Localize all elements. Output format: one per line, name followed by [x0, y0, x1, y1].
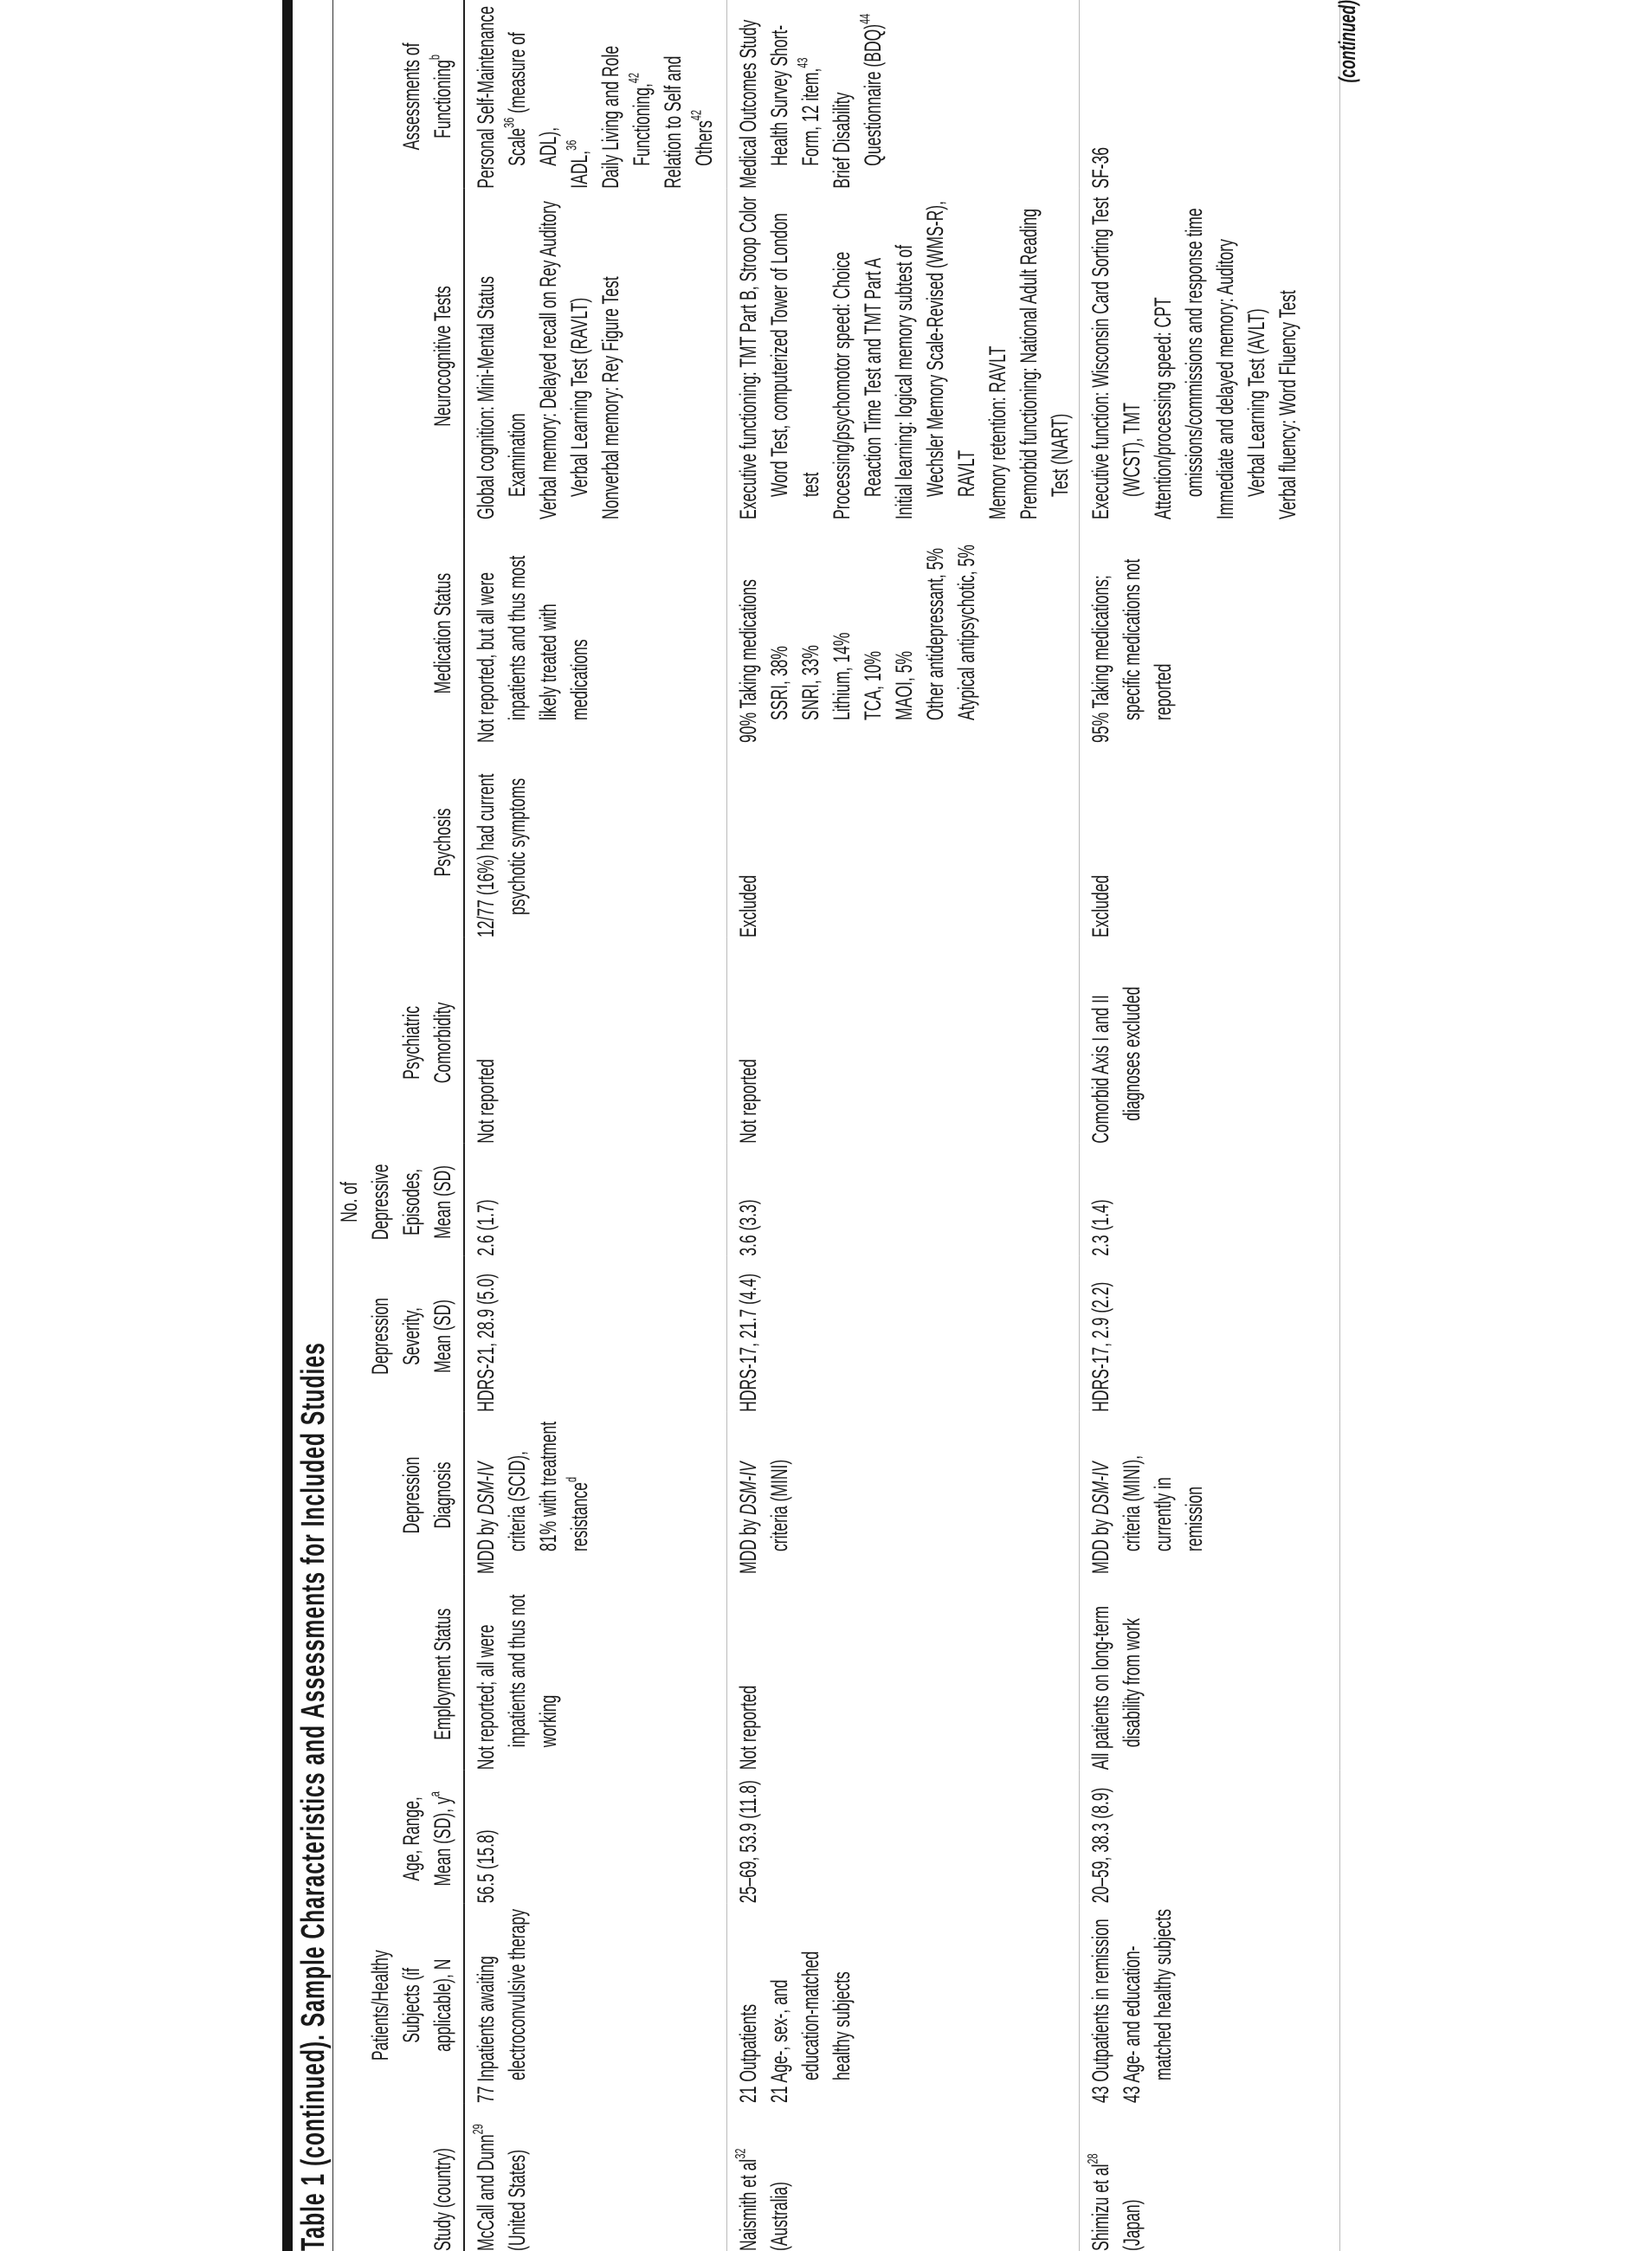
text-segment: Medical Outcomes Study Health Survey Short-Form, 12 item, — [734, 19, 823, 189]
cell-study — [1079, 2103, 1339, 2251]
superscript: 36 — [563, 139, 580, 151]
text-segment: applicable), N — [429, 1958, 455, 2052]
text-segment: Relation to Self and Others — [660, 55, 717, 189]
superscript: 36 — [500, 117, 518, 128]
cell-psychosis — [464, 743, 726, 938]
superscript: 32 — [731, 2148, 748, 2159]
column-header-diagnosis — [333, 1412, 464, 1574]
text-segment: Personal Self-Maintenance Scale — [473, 6, 530, 189]
cell-study — [464, 2103, 726, 2251]
cell-employment — [726, 1574, 1079, 1770]
header-line — [427, 1908, 458, 2104]
cell-item — [732, 6, 826, 189]
text-segment: MDD by — [1087, 1514, 1113, 1575]
cell-item — [470, 1580, 564, 1770]
text-segment: IADL, — [566, 150, 592, 189]
cell-item — [732, 1149, 764, 1256]
header-line — [427, 1578, 458, 1770]
text-segment: Subjects (if — [398, 1967, 424, 2043]
cell-comorbidity — [464, 938, 726, 1144]
cell-severity — [464, 1256, 726, 1412]
cell-age — [464, 1770, 726, 1903]
cell-item — [564, 6, 595, 189]
text-segment: 2.6 (1.7) — [473, 1199, 499, 1256]
text-segment: MDD by — [734, 1514, 761, 1575]
superscript: 42 — [625, 73, 642, 84]
continued-note: (continued) — [1334, 0, 1360, 83]
text-segment: HDRS-21, 28.9 (5.0) — [473, 1273, 499, 1412]
text-segment: Depressive — [367, 1164, 393, 1241]
cell-item — [888, 194, 982, 519]
header-line — [396, 1261, 427, 1412]
cell-diagnosis — [464, 1412, 726, 1574]
text-segment: Severity, — [398, 1306, 424, 1365]
cell-item — [982, 194, 1013, 519]
column-header-study — [333, 2103, 464, 2251]
text-segment: 43 Age- and education-matched healthy subjects — [1118, 1909, 1176, 2104]
text-segment: 3.6 (3.3) — [734, 1199, 761, 1256]
text-segment: HDRS-17, 21.7 (4.4) — [734, 1273, 761, 1412]
text-segment: Executive functioning: TMT Part B, Stroop Color Word Test, computerized Tower of London test — [734, 197, 823, 519]
text-segment: Verbal memory: Delayed recall on Rey Auditory Verbal Learning Test (RAVLT) — [535, 201, 592, 519]
sample-characteristics-table — [333, 0, 1340, 2251]
cell-episodes — [726, 1144, 1079, 1256]
cell-item — [826, 525, 857, 720]
text-segment: Functioning — [429, 60, 455, 139]
superscript: b — [426, 55, 443, 61]
cell-patients — [726, 1903, 1079, 2103]
column-header-medication — [333, 519, 464, 743]
header-line — [427, 942, 458, 1144]
cell-item — [470, 2123, 501, 2251]
cell-item — [1085, 1909, 1116, 2103]
text-segment: Excluded — [734, 874, 761, 938]
cell-item — [1085, 1149, 1116, 1256]
cell-item — [595, 194, 626, 519]
cell-episodes — [464, 1144, 726, 1256]
text-segment: (measure of ADL), — [504, 32, 561, 166]
text-segment: 56.5 (15.8) — [473, 1829, 499, 1904]
cell-study — [726, 2103, 1079, 2251]
text-segment: Diagnosis — [429, 1461, 455, 1529]
cell-item — [532, 194, 595, 519]
cell-item — [1085, 749, 1116, 938]
header-line — [396, 1416, 427, 1574]
text-segment: Mean (SD) — [429, 1300, 455, 1373]
cell-item — [1085, 6, 1116, 189]
text-segment: 21 Outpatients — [734, 2003, 761, 2104]
superscript: a — [426, 1791, 443, 1797]
table-row — [726, 0, 1079, 2251]
cell-item — [470, 749, 532, 938]
text-segment: (United States) — [504, 2149, 530, 2251]
text-segment: Depression — [398, 1456, 424, 1534]
cell-functioning — [1079, 0, 1339, 189]
text-segment: Medication Status — [429, 572, 455, 694]
text-segment: Not reported; all were inpatients and thus not working — [473, 1594, 561, 1770]
cell-item — [732, 194, 826, 519]
cell-item — [951, 525, 982, 720]
cell-item — [657, 6, 720, 189]
header-line — [427, 193, 458, 519]
cell-item — [1085, 943, 1147, 1143]
header-line — [427, 1416, 458, 1574]
cell-item — [732, 943, 764, 1143]
header-line — [427, 1261, 458, 1412]
text-segment: 20–59, 38.3 (8.9) — [1087, 1787, 1113, 1904]
cell-neurocognitive-tests — [726, 189, 1079, 519]
header-line — [427, 4, 458, 189]
header-line — [396, 1908, 427, 2104]
text-segment: SF-36 — [1087, 146, 1113, 189]
text-segment: All patients on long-term disability from work — [1087, 1605, 1145, 1770]
cell-item — [857, 525, 888, 720]
cell-item — [732, 525, 764, 743]
text-segment: HDRS-17, 2.9 (2.2) — [1087, 1281, 1113, 1412]
cell-item — [1085, 2123, 1116, 2251]
text-segment: TCA, 10% — [859, 651, 886, 721]
cell-neurocognitive-tests — [464, 189, 726, 519]
header-line — [427, 2107, 458, 2251]
column-header-employment — [333, 1574, 464, 1770]
text-segment: Atypical antipsychotic, 5% — [952, 545, 979, 721]
header-line — [365, 1908, 396, 2104]
text-segment: Not reported, but all were inpatients and thus most likely treated with medications — [473, 555, 592, 744]
header-line — [396, 1148, 427, 1256]
text-segment: DSM-IV — [1087, 1461, 1113, 1515]
superscript: 28 — [1083, 2153, 1100, 2164]
cell-item — [920, 525, 951, 720]
header-line — [365, 1261, 396, 1412]
table-row — [1079, 0, 1339, 2251]
rotated-table-page — [282, 0, 1365, 2251]
cell-item — [732, 1909, 764, 2103]
text-segment: Executive function: Wisconsin Card Sorting Test (WCST), TMT — [1087, 197, 1145, 519]
superscript: 42 — [687, 109, 705, 121]
text-segment: Memory retention: RAVLT — [984, 345, 1010, 519]
text-segment: criteria (MINI), currently in remission — [1118, 1454, 1207, 1552]
text-segment: 77 Inpatients awaiting electroconvulsive therapy — [473, 1909, 530, 2104]
column-header-comorbidity — [333, 938, 464, 1144]
header-row — [333, 0, 464, 2251]
superscript: 43 — [793, 57, 810, 68]
superscript: 29 — [469, 2124, 487, 2135]
text-segment: Mean (SD), y — [429, 1796, 455, 1887]
cell-item — [470, 6, 564, 189]
text-segment: MAOI, 5% — [890, 651, 917, 721]
text-segment: Initial learning: logical memory subtest of Wechsler Memory Scale-Revised (WMS-R), RAVLT — [890, 200, 979, 519]
text-segment: (Japan) — [1118, 2199, 1145, 2251]
column-header-neurocognitive-tests — [333, 189, 464, 519]
table-top-rule — [282, 0, 293, 2251]
superscript: d — [563, 1477, 580, 1483]
header-line — [396, 1774, 427, 1903]
text-segment: Excluded — [1087, 874, 1113, 938]
header-line — [427, 747, 458, 938]
cell-medication — [464, 519, 726, 743]
cell-severity — [726, 1256, 1079, 1412]
cell-item — [732, 1776, 764, 1904]
header-line — [333, 1148, 365, 1256]
text-segment: Brief Disability Questionnaire (BDQ) — [828, 23, 886, 189]
cell-item — [470, 943, 501, 1143]
cell-item — [501, 2123, 532, 2251]
text-segment: DSM-IV — [734, 1461, 761, 1515]
cell-functioning — [464, 0, 726, 189]
cell-severity — [1079, 1256, 1339, 1412]
cell-item — [1147, 194, 1210, 519]
text-segment: Nonverbal memory: Rey Figure Test — [597, 276, 623, 519]
cell-item — [732, 1417, 795, 1574]
cell-item — [764, 525, 795, 720]
cell-item — [732, 1580, 764, 1770]
cell-patients — [464, 1903, 726, 2103]
column-header-age — [333, 1770, 464, 1903]
cell-item — [1116, 2123, 1147, 2251]
text-segment: McCall and Dunn — [473, 2134, 499, 2251]
text-segment: MDD by — [473, 1514, 499, 1575]
cell-patients — [1079, 1903, 1339, 2103]
header-line — [365, 1148, 396, 1256]
cell-psychosis — [1079, 743, 1339, 938]
text-segment: Not reported — [734, 1059, 761, 1144]
text-segment: 95% Taking medications; specific medications not reported — [1087, 558, 1176, 744]
cell-employment — [464, 1574, 726, 1770]
column-header-functioning — [333, 0, 464, 189]
text-segment: Depression — [367, 1298, 393, 1375]
text-segment: No. of — [336, 1181, 362, 1222]
cell-item — [470, 1261, 501, 1412]
cell-age — [726, 1770, 1079, 1903]
text-segment: SNRI, 33% — [797, 645, 823, 721]
text-segment: Global cognition: Mini-Mental Status Examination — [473, 276, 530, 519]
cell-comorbidity — [1079, 938, 1339, 1144]
text-segment: Patients/Healthy — [367, 1950, 393, 2061]
text-segment: 21 Age-, sex-, and education-matched healthy subjects — [765, 1951, 855, 2104]
header-line — [427, 1148, 458, 1256]
text-segment: Comorbid Axis I and II diagnoses excluded — [1087, 986, 1145, 1144]
text-segment: Processing/psychomotor speed: Choice Reaction Time Test and TMT Part A — [828, 251, 886, 519]
cell-item — [595, 6, 657, 189]
cell-item — [1272, 194, 1303, 519]
cell-item — [1013, 194, 1075, 519]
cell-episodes — [1079, 1144, 1339, 1256]
cell-neurocognitive-tests — [1079, 189, 1339, 519]
cell-item — [470, 1909, 532, 2103]
text-segment: Immediate and delayed memory: Auditory Verbal Learning Test (AVLT) — [1211, 239, 1269, 519]
table-title: Table 1 (continued). Sample Characteristics and Assessments for Included Studies — [293, 0, 333, 2251]
text-segment: Not reported — [473, 1059, 499, 1144]
cell-item — [795, 525, 826, 720]
header-line — [427, 1774, 458, 1903]
cell-medication — [1079, 519, 1339, 743]
header-line — [427, 524, 458, 743]
cell-employment — [1079, 1574, 1339, 1770]
text-segment: criteria (MINI) — [765, 1459, 792, 1552]
cell-item — [1210, 194, 1272, 519]
cell-item — [1085, 1776, 1116, 1904]
text-segment: Not reported — [734, 1685, 761, 1770]
text-segment: 25–69, 53.9 (11.8) — [734, 1780, 761, 1904]
text-segment: Naismith et al — [734, 2158, 761, 2251]
text-segment: Psychiatric — [398, 1006, 424, 1080]
text-segment: 90% Taking medications — [734, 579, 761, 744]
text-segment: Comorbidity — [429, 1002, 455, 1084]
text-segment: Premorbid functioning: National Adult Reading Test (NART) — [1015, 208, 1073, 519]
cell-item — [470, 1149, 501, 1256]
text-segment: Episodes, — [398, 1168, 424, 1235]
column-header-psychosis — [333, 743, 464, 938]
cell-item — [764, 1909, 857, 2103]
cell-diagnosis — [1079, 1412, 1339, 1574]
cell-comorbidity — [726, 938, 1079, 1144]
cell-psychosis — [726, 743, 1079, 938]
cell-item — [1085, 1261, 1116, 1412]
text-segment: (Australia) — [765, 2182, 792, 2251]
cell-item — [1085, 1417, 1210, 1574]
text-segment: Shimizu et al — [1087, 2164, 1113, 2251]
header-line — [396, 942, 427, 1144]
text-segment: Neurocognitive Tests — [429, 286, 455, 427]
superscript: 44 — [855, 13, 873, 24]
text-segment: Psychosis — [429, 808, 455, 877]
cell-item — [826, 6, 888, 189]
cell-item — [826, 194, 888, 519]
cell-item — [470, 525, 595, 743]
column-header-episodes — [333, 1144, 464, 1256]
cell-item — [732, 749, 764, 938]
cell-item — [732, 2123, 764, 2251]
text-segment: Employment Status — [429, 1608, 455, 1740]
text-segment: Other antidepressant, 5% — [921, 547, 948, 721]
cell-item — [764, 2123, 795, 2251]
cell-functioning — [726, 0, 1079, 189]
text-segment: 12/77 (16%) had current psychotic symptoms — [473, 773, 530, 938]
text-segment: Verbal fluency: Word Fluency Test — [1274, 290, 1300, 519]
text-segment: Mean (SD) — [429, 1164, 455, 1239]
cell-item — [732, 1261, 764, 1412]
cell-medication — [726, 519, 1079, 743]
text-segment: 2.3 (1.4) — [1087, 1199, 1113, 1256]
column-header-patients — [333, 1903, 464, 2103]
text-segment: 43 Outpatients in remission — [1087, 1919, 1113, 2104]
table-row — [464, 0, 726, 2251]
text-segment: Assessments of — [398, 42, 424, 151]
text-segment: criteria (SCID), 81% with treatment resistance — [504, 1421, 592, 1552]
text-segment: Age, Range, — [398, 1796, 424, 1881]
text-segment: Daily Living and Role Functioning, — [597, 45, 655, 189]
cell-diagnosis — [726, 1412, 1079, 1574]
header-line — [396, 4, 427, 189]
text-segment: SSRI, 38% — [765, 646, 792, 721]
column-header-severity — [333, 1256, 464, 1412]
cell-item — [1085, 194, 1147, 519]
cell-item — [1116, 1909, 1178, 2103]
text-segment: Attention/processing speed: CPT omissions/commissions and response time — [1149, 208, 1207, 519]
text-segment: Lithium, 14% — [828, 632, 855, 721]
cell-item — [1085, 1580, 1147, 1770]
cell-item — [470, 1776, 501, 1904]
cell-item — [888, 525, 920, 720]
text-segment: Study (country) — [429, 2147, 455, 2251]
cell-item — [470, 194, 532, 519]
cell-age — [1079, 1770, 1339, 1903]
text-segment: DSM-IV — [473, 1461, 499, 1515]
cell-item — [470, 1417, 595, 1574]
cell-item — [1085, 525, 1178, 743]
